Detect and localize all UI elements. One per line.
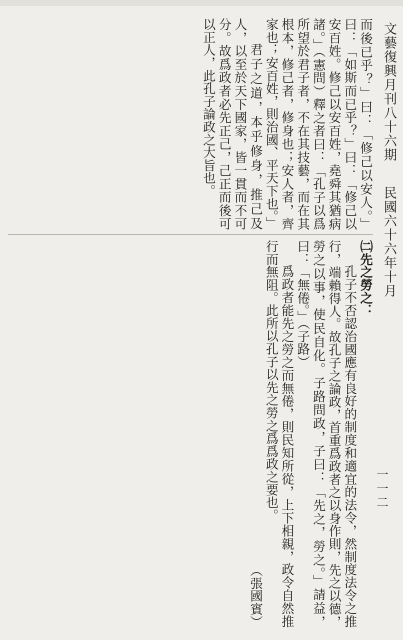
section-heading: ㈡先之勞之： (358, 240, 373, 317)
top-text-band (6, 18, 373, 230)
bottom-text-band (6, 240, 373, 628)
issue-date: 民國六十六年十月 (381, 186, 396, 299)
running-header (381, 22, 395, 298)
page-number: 一一二 (375, 468, 389, 510)
journal-title: 文藝復興月刊八十六期 (381, 22, 396, 162)
author-credit: （張國賓） (248, 564, 264, 628)
band-divider (8, 234, 373, 235)
paragraph: 孔子不否認治國應有良好的制度和適宜的法令，然制度法令之推行，端賴得人。故孔子之論政，首重爲政者之以身作則，先之以德，勞之以事，使民自化。子路問政，子曰：「先之，勞之。」請益，曰：「無倦。」（子路） (295, 240, 358, 628)
paragraph: 而後已乎？」曰：「修己以安人。」曰：「如斯而已乎？」曰：「修己以安百姓。修己以安百姓，堯舜其猶病諸。」（憲問）釋之者曰：「孔子以爲所望於君子者，不在其技藝，而在其根本，修己者，修身也；安人者，齊家也；安百姓，則治國、平天下也。」 (263, 18, 373, 230)
paragraph: 爲政者能先之勞之而無倦，則民知所從，上下相親，政令自然推行而無阻。此所以孔子以先之勞之爲爲政之要也。 (263, 240, 295, 628)
scan-edge (0, 0, 403, 6)
paragraph: 君子之道，本乎修身，推己及人，以至於天下國家，皆一貫而不可分。故爲政者必先正己，己正而後可以正人，此孔子論政之大旨也。 (200, 18, 264, 230)
